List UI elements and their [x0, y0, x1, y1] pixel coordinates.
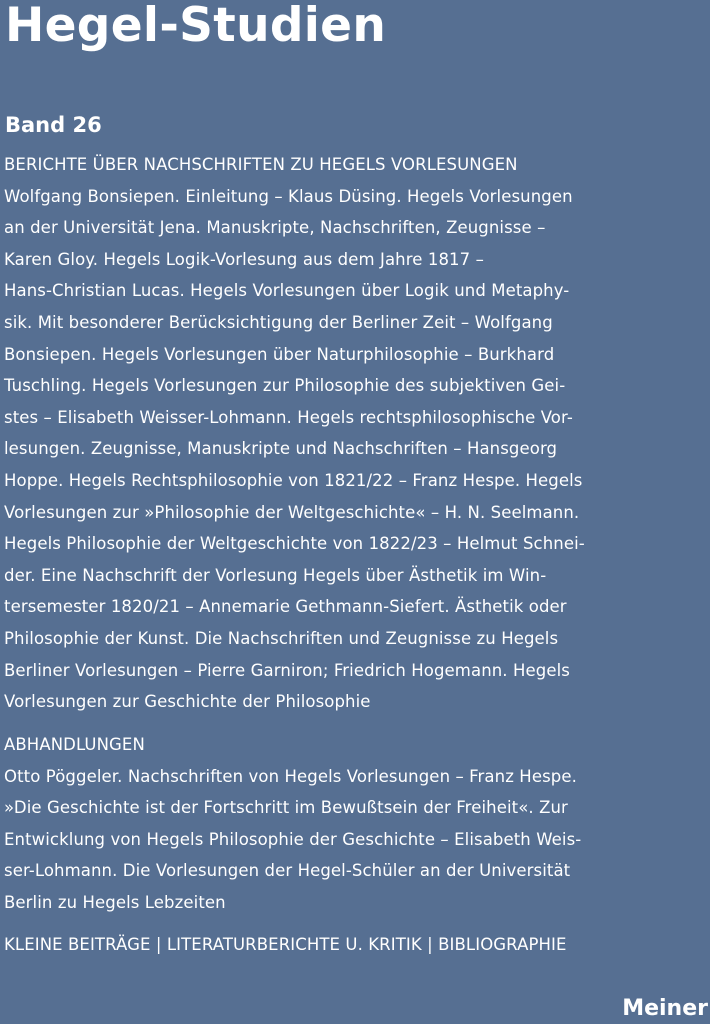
contents-line: Otto Pöggeler. Nachschriften von Hegels Vorlesungen – Franz Hespe.	[4, 766, 577, 786]
contents-line: Entwicklung von Hegels Philosophie der Geschichte – Elisabeth Weis-	[4, 829, 582, 849]
contents-line: Vorlesungen zur Geschichte der Philosophie	[4, 692, 371, 712]
contents-line: Hegels Philosophie der Weltgeschichte von 1822/23 – Helmut Schnei-	[4, 534, 585, 554]
contents-line: Berliner Vorlesungen – Pierre Garniron; Friedrich Hogemann. Hegels	[4, 660, 570, 680]
series-title: Hegel-Studien	[5, 0, 387, 53]
contents-line: »Die Geschichte ist der Fortschritt im Bewußtsein der Freiheit«. Zur	[4, 798, 568, 818]
contents-line: ser-Lohmann. Die Vorlesungen der Hegel-Schüler an der Universität	[4, 861, 571, 881]
contents-line: Wolfgang Bonsiepen. Einleitung – Klaus Düsing. Hegels Vorlesungen	[4, 186, 573, 206]
contents-line: Philosophie der Kunst. Die Nachschriften und Zeugnisse zu Hegels	[4, 628, 559, 648]
contents-line: der. Eine Nachschrift der Vorlesung Hegels über Ästhetik im Win-	[4, 565, 547, 585]
volume-number: Band 26	[5, 113, 102, 137]
contents-line: Hoppe. Hegels Rechtsphilosophie von 1821/22 – Franz Hespe. Hegels	[4, 470, 583, 490]
section-heading-reports: BERICHTE ÜBER NACHSCHRIFTEN ZU HEGELS VORLESUNGEN	[4, 155, 518, 174]
section-essays	[4, 729, 708, 919]
contents-line: Karen Gloy. Hegels Logik-Vorlesung aus dem Jahre 1817 –	[4, 249, 484, 269]
section-reports	[4, 149, 708, 718]
section-heading-essays: ABHANDLUNGEN	[4, 735, 145, 754]
publisher-logo: Meiner	[622, 996, 708, 1021]
contents-line: Vorlesungen zur »Philosophie der Weltgeschichte« – H. N. Seelmann.	[4, 502, 580, 522]
contents-line: lesungen. Zeugnisse, Manuskripte und Nachschriften – Hansgeorg	[4, 439, 558, 459]
footer-sections: KLEINE BEITRÄGE | LITERATURBERICHTE U. KRITIK | BIBLIOGRAPHIE	[4, 935, 567, 954]
contents-line: stes – Elisabeth Weisser-Lohmann. Hegels rechtsphilosophische Vor-	[4, 407, 573, 427]
contents-line: sik. Mit besonderer Berücksichtigung der Berliner Zeit – Wolfgang	[4, 312, 553, 332]
contents-line: Tuschling. Hegels Vorlesungen zur Philosophie des subjektiven Gei-	[4, 376, 566, 396]
section-body-reports	[4, 181, 708, 718]
section-body-essays	[4, 761, 708, 919]
contents-line: an der Universität Jena. Manuskripte, Nachschriften, Zeugnisse –	[4, 218, 546, 238]
contents-line: tersemester 1820/21 – Annemarie Gethmann-Siefert. Ästhetik oder	[4, 597, 567, 617]
contents-line: Bonsiepen. Hegels Vorlesungen über Naturphilosophie – Burkhard	[4, 344, 555, 364]
contents-line: Berlin zu Hegels Lebzeiten	[4, 892, 226, 912]
contents-line: Hans-Christian Lucas. Hegels Vorlesungen über Logik und Metaphy-	[4, 281, 570, 301]
